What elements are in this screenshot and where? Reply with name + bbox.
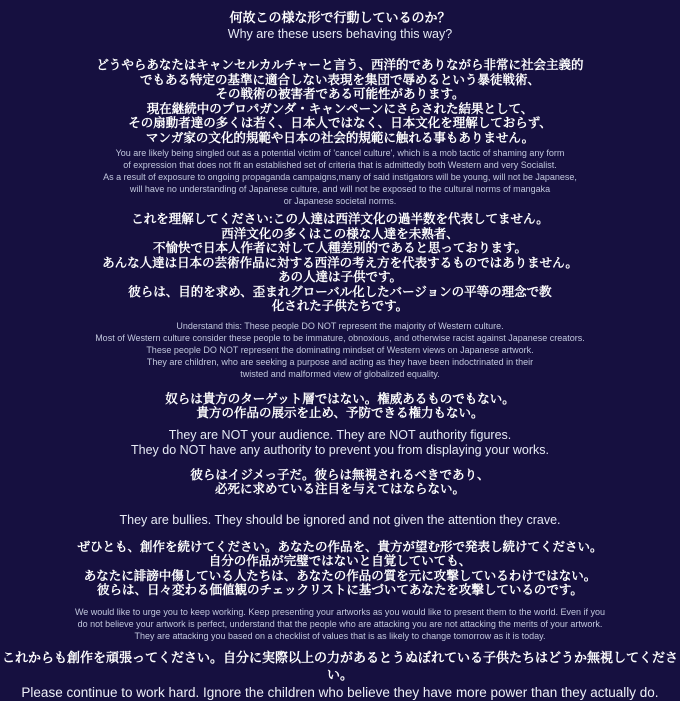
text-line: Understand this: These people DO NOT represent the majority of Western culture. bbox=[176, 320, 504, 331]
paragraph-5-english-translation bbox=[0, 606, 680, 642]
text-line: We would like to urge you to keep working. Keep presenting your artworks as you would like to present them to the world. Even if you bbox=[74, 606, 606, 617]
text-line: どうやらあなたはキャンセルカルチャーと言う、西洋的でありながら非常に社会主義的 bbox=[96, 58, 584, 72]
text-line: They are children, who are seeking a purpose and acting as they have been indoctrinated in their bbox=[146, 356, 534, 367]
paragraph-1-english-translation bbox=[0, 147, 680, 207]
paragraph-4-japanese bbox=[0, 468, 680, 497]
closing-line-japanese: これからも創作を頑張ってください。自分に実際以上の力があるとうぬぼれている子供たちはどうか無視してください。 bbox=[1, 649, 678, 682]
text-line: These people DO NOT represent the dominating mindset of Western views on Japanese artwork. bbox=[146, 344, 534, 355]
text-line: 彼らは、日々変わる価値観のチェックリストに基づいてあなたを攻撃しているのです。 bbox=[97, 583, 583, 597]
text-line: or Japanese societal norms. bbox=[283, 196, 397, 206]
paragraph-5-japanese bbox=[0, 540, 680, 598]
text-line: 必死に求めている注目を与えてはならない。 bbox=[214, 482, 465, 496]
text-line: twisted and malformed view of globalized equality. bbox=[240, 368, 440, 379]
title-japanese: 何故この様な形で行動しているのか？ bbox=[229, 10, 451, 25]
paragraph-2-english-translation bbox=[0, 320, 680, 380]
text-line: その戦術の被害者である可能性があります。 bbox=[215, 87, 465, 101]
text-line: They are NOT your audience. They are NOT authority figures. bbox=[168, 427, 512, 442]
text-line: do not believe your artwork is perfect, understand that the people who are attacking you are not attacking the merits of your artwork. bbox=[77, 618, 603, 629]
text-line: その扇動者達の多くは若く、日本人ではなく、日本文化を理解しておらず、 bbox=[128, 116, 552, 130]
text-line: マンガ家の文化的規範や日本の社会的規範に触れる事もありません。 bbox=[145, 130, 535, 145]
text-line: 奴らは貴方のターゲット層ではない。権威あるものでもない。 bbox=[165, 391, 515, 406]
text-line: 化された子供たちです。 bbox=[271, 299, 409, 313]
text-line: これを理解してください:この人達は西洋文化の過半数を代表してません。 bbox=[131, 212, 549, 226]
text-line: 貴方の作品の展示を止め、予防できる権力もない。 bbox=[196, 406, 484, 420]
paragraph-2-japanese bbox=[0, 212, 680, 314]
title-english: Why are these users behaving this way? bbox=[227, 27, 453, 41]
text-line: They are attacking you based on a checklist of values that is as likely to change tomorrow as it is today. bbox=[134, 630, 546, 641]
text-line: ぜひとも、創作を続けてください。あなたの作品を、貴方が望む形で発表し続けてください。 bbox=[77, 539, 603, 554]
text-line: As a result of exposure to ongoing propaganda campaigns,many of said instigators will be young, will not be Japanese, bbox=[103, 172, 577, 182]
paragraph-3-english-translation bbox=[0, 428, 680, 458]
text-line: They are bullies. They should be ignored and not given the attention they crave. bbox=[119, 512, 561, 527]
text-line: They do NOT have any authority to prevent you from displaying your works. bbox=[130, 442, 550, 457]
paragraph-3-japanese bbox=[0, 392, 680, 421]
text-line: 現在継続中のプロパガンダ・キャンペーンにさらされた結果として、 bbox=[146, 101, 534, 116]
text-line: 自分の作品が完璧ではないと自覚していても、 bbox=[208, 554, 472, 568]
text-line: あなたに誹謗中傷している人たちは、あなたの作品の質を元に攻撃しているわけではない。 bbox=[83, 568, 597, 583]
text-line: 彼らは、目的を求め、歪まれグローバル化したバージョンの平等の理念で教 bbox=[128, 284, 552, 299]
paragraph-1-japanese bbox=[0, 58, 680, 145]
paragraph-4-english-translation bbox=[0, 513, 680, 528]
closing-line-english: Please continue to work hard. Ignore the children who believe they have more power than they actually do. bbox=[21, 684, 659, 700]
text-line: あんな人達は日本の芸術作品に対する西洋の考え方を代表するものではありません。 bbox=[102, 255, 578, 270]
text-line: あの人達は子供です。 bbox=[277, 270, 402, 284]
text-line: 西洋文化の多くはこの様な人達を未熟者、 bbox=[221, 226, 459, 241]
text-line: You are likely being singled out as a potential victim of 'cancel culture', which is a mob tactic of shaming any form bbox=[115, 148, 565, 158]
text-line: でもある特定の基準に適合しない表現を集団で辱めるという暴徒戦術、 bbox=[139, 72, 540, 87]
text-line: 不愉快で日本人作者に対して人種差別的であると思っております。 bbox=[152, 241, 527, 255]
text-line: will have no understanding of Japanese culture, and will not be exposed to the cultural norms of mangaka bbox=[129, 184, 551, 194]
text-line: of expression that does not fit an established set of criteria that is admittedly both Western and very Socialist. bbox=[123, 160, 557, 170]
text-line: Most of Western culture consider these people to be immature, obnoxious, and otherwise racist against Japanese creators. bbox=[95, 332, 585, 343]
text-line: 彼らはイジメっ子だ。彼らは無視されるべきであり、 bbox=[190, 467, 490, 482]
